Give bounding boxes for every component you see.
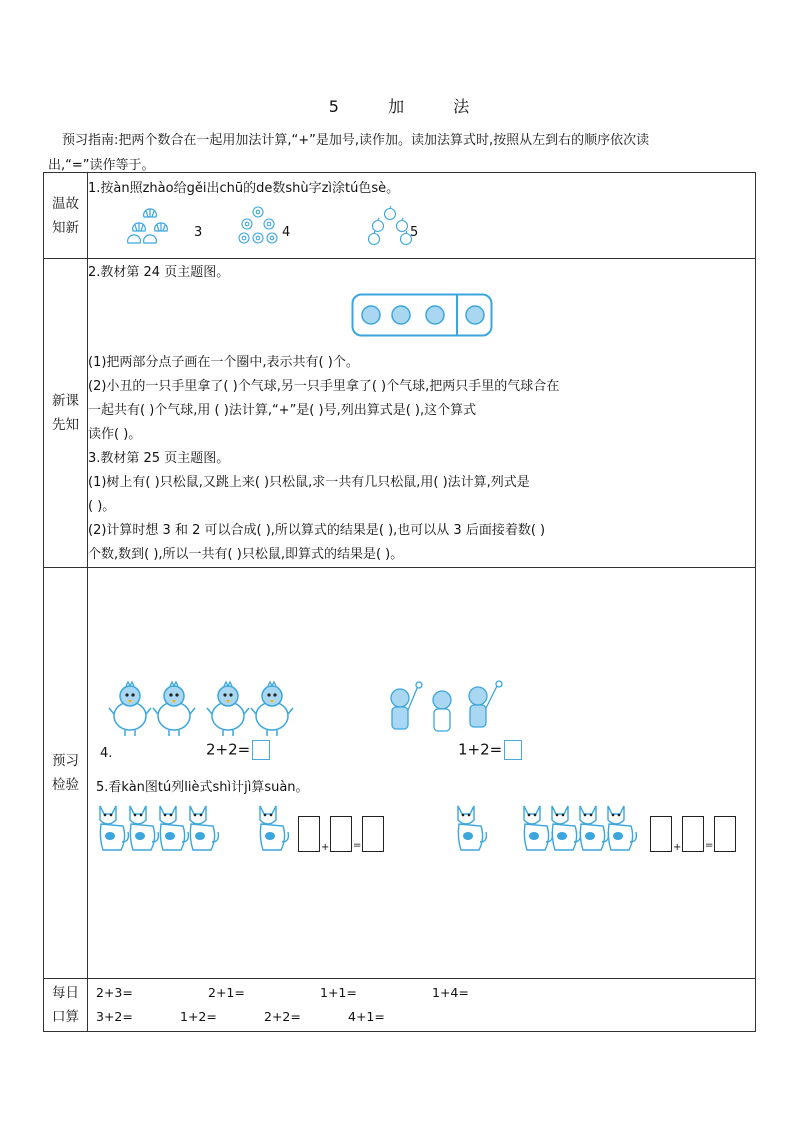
daily-row bbox=[44, 979, 756, 1032]
newlesson-content bbox=[88, 259, 756, 568]
q1-number-5: 5 bbox=[410, 225, 419, 240]
q1-number-4: 4 bbox=[282, 225, 291, 240]
daily-problem: 1+1= bbox=[320, 985, 357, 1000]
daily-problem: 4+1= bbox=[348, 1009, 385, 1024]
q3-part-1a: (1)树上有( )只松鼠,又跳上来( )只松鼠,求一共有几只松鼠,用( )法计算,列式是 bbox=[88, 475, 530, 490]
check-label bbox=[44, 568, 88, 979]
review-content bbox=[88, 173, 756, 259]
guide-line-2: 出,“=”读作等于。 bbox=[48, 158, 155, 173]
q5-plus-1: + bbox=[321, 842, 330, 853]
q3-part-2a: (2)计算时想 3 和 2 可以合成( ),所以算式的结果是( ),也可以从 3 后面接着数( ) bbox=[88, 523, 546, 538]
daily-problem: 2+2= bbox=[264, 1009, 301, 1024]
check-area bbox=[88, 568, 755, 978]
guide-line-1: 预习指南:把两个数合在一起用加法计算,“+”是加号,读作加。读加法算式时,按照从左到右的顺序依次读 bbox=[62, 133, 650, 148]
q2-part-2b: 一起共有( )个气球,用 ( )法计算,“+”是( )号,列出算式是( ),这个算式 bbox=[88, 403, 477, 418]
review-label bbox=[44, 173, 88, 259]
apple-icon bbox=[366, 205, 414, 247]
q4-eq2-text: 1+2= bbox=[458, 740, 503, 759]
q4-answer-box-2[interactable] bbox=[504, 740, 522, 760]
q5-box-1b[interactable] bbox=[330, 816, 352, 852]
q5-box-2b[interactable] bbox=[682, 816, 704, 852]
q5-equals-1: = bbox=[353, 840, 362, 851]
check-label-2: 检验 bbox=[52, 777, 79, 793]
q4-equation-2 bbox=[458, 740, 522, 760]
daily-label-1: 每日 bbox=[52, 985, 79, 1001]
daily-problems bbox=[88, 979, 755, 1031]
daily-problem: 1+2= bbox=[180, 1009, 217, 1024]
daily-content bbox=[88, 979, 756, 1032]
q2-part-2a: (2)小丑的一只手里拿了( )个气球,另一只手里拿了( )个气球,把两只手里的气球合在 bbox=[88, 379, 560, 394]
title-char-1: 加 bbox=[388, 97, 407, 116]
q5-box-2c[interactable] bbox=[714, 816, 736, 852]
daily-problem: 2+1= bbox=[208, 985, 245, 1000]
q4-label: 4. bbox=[100, 746, 113, 761]
q2-heading: 2.教材第 24 页主题图。 bbox=[88, 265, 230, 280]
q5-equals-2: = bbox=[705, 840, 714, 851]
check-content bbox=[88, 568, 756, 979]
check-row bbox=[44, 568, 756, 979]
flower-icon bbox=[236, 205, 280, 247]
q5-box-2a[interactable] bbox=[650, 816, 672, 852]
q1-number-3: 3 bbox=[194, 225, 203, 240]
q1-figures bbox=[88, 201, 755, 251]
q2-part-1: (1)把两部分点子画在一个圈中,表示共有( )个。 bbox=[88, 355, 359, 370]
daily-problem: 3+2= bbox=[96, 1009, 133, 1024]
preview-guide bbox=[48, 128, 752, 178]
q4-answer-box-1[interactable] bbox=[252, 740, 270, 760]
q5-plus-2: + bbox=[673, 842, 682, 853]
page-title bbox=[0, 94, 800, 117]
q2-part-2c: 读作( )。 bbox=[88, 427, 142, 442]
review-label-2: 知新 bbox=[52, 219, 79, 236]
newlesson-label bbox=[44, 259, 88, 568]
daily-label-2: 口算 bbox=[52, 1009, 79, 1025]
q4-equation-1 bbox=[206, 740, 270, 760]
daily-problem: 2+3= bbox=[96, 985, 133, 1000]
cat-icon-group-2 bbox=[454, 802, 654, 854]
chick-icon bbox=[108, 680, 298, 740]
counter-frame bbox=[88, 293, 755, 341]
check-label-1: 预习 bbox=[52, 753, 79, 769]
worksheet-table bbox=[43, 172, 756, 1032]
q3-heading: 3.教材第 25 页主题图。 bbox=[88, 451, 230, 466]
review-label-1: 温故 bbox=[52, 195, 79, 212]
q4-eq1-text: 2+2= bbox=[206, 740, 251, 759]
newlesson-row bbox=[44, 259, 756, 568]
title-char-2: 法 bbox=[453, 97, 472, 116]
shell-icon bbox=[126, 205, 174, 245]
counter-frame-figure bbox=[351, 293, 493, 337]
children-balloons-icon bbox=[378, 680, 508, 742]
q5-box-1a[interactable] bbox=[298, 816, 320, 852]
q3-part-1b: ( )。 bbox=[88, 499, 116, 514]
q5-box-1c[interactable] bbox=[362, 816, 384, 852]
newlesson-label-1: 新课 bbox=[52, 393, 79, 409]
newlesson-label-2: 先知 bbox=[52, 417, 79, 433]
q3-part-2b: 个数,数到( ),所以一共有( )只松鼠,即算式的结果是( )。 bbox=[88, 547, 404, 562]
daily-label bbox=[44, 979, 88, 1032]
q5-text: 5.看kàn图tú列liè式shì计jì算suàn。 bbox=[96, 780, 309, 795]
q1-text: 1.按àn照zhào给gěi出chū的de数shù字zì涂tú色sè。 bbox=[88, 181, 400, 196]
review-row bbox=[44, 173, 756, 259]
daily-problem: 1+4= bbox=[432, 985, 469, 1000]
title-number: 5 bbox=[328, 97, 341, 116]
